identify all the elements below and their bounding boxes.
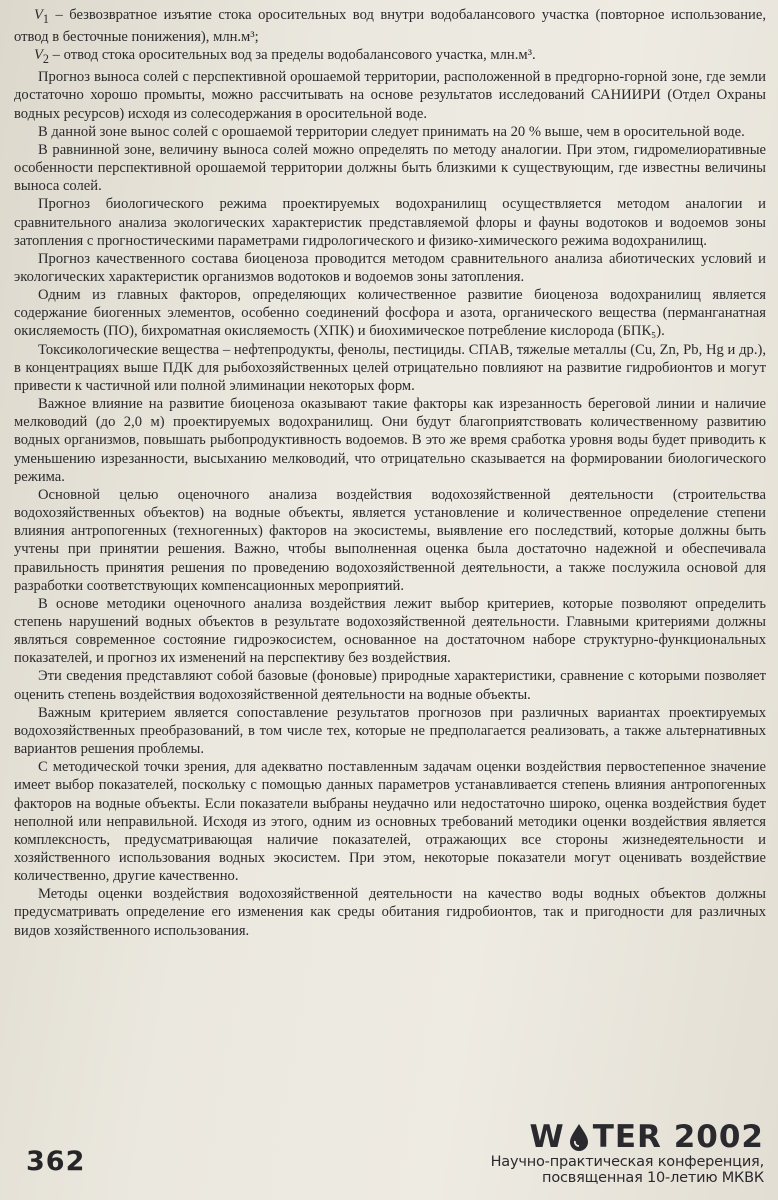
variable-subscript: 2 (42, 52, 49, 67)
paragraph: Методы оценки воздействия водохозяйственной деятельности на качество воды водных объектов должны предусматривать определение его изменения как среды обитания гидробионтов, так и пригодности для различных видов хозяйственного использования. (14, 886, 766, 939)
paragraph: В данной зоне вынос солей с орошаемой территории следует принимать на 20 % выше, чем в оросительной воде. (38, 123, 745, 140)
paragraph: Основной целью оценочного анализа воздействия водохозяйственной деятельности (строительства водохозяйственных объектов) на водные объекты, является установление и количественное определение степени влияния антропогенных (техногенных) факторов на экосистемы, выявление его последствий, которые должны быть учтены при принятии решения. Важно, чтобы выполненная оценка была достаточно надежной и обеспечивала правильность принятия решения по проведению водохозяйственной деятельности, а также послужила основой для разработки соответствующих компенсационных мероприятий. (14, 486, 766, 594)
conference-title-line2: посвященная 10-летию МКВК (542, 1170, 764, 1186)
paragraph: С методической точки зрения, для адекватно поставленным задачам оценки воздействия первостепенное значение имеет выбор показателей, поскольку с помощью данных параметров устанавливается степень влияния антропогенных факторов на водные объекты. Если показатели выбраны неудачно или недостаточно широко, оценка воздействия будет неполной или неправильной. Исходя из этого, одним из основных требований методики оценки воздействия является комплексность, предусматривающая наличие показателей, отражающих все стороны жизнедеятельности и хозяйственного использования водных экосистем. При этом, некоторые показатели могут оценивать воздействие количественно, другие качественно. (14, 759, 766, 885)
logo-text-right: TER 2002 (592, 1119, 764, 1155)
paragraph: Прогноз качественного состава биоценоза проводится методом сравнительного анализа абиотических условий и экологических характеристик организмов водотоков и водоемов зоны затопления. (14, 250, 766, 285)
variable: V (34, 47, 43, 64)
conference-brand (464, 1120, 764, 1186)
paragraph: Эти сведения представляют собой базовые (фоновые) природные характеристики, сравнение с которыми позволяет оценить степень воздействия водохозяйственной деятельности на водные объекты. (14, 668, 766, 703)
page-number: 362 (26, 1146, 86, 1177)
water-logo (464, 1120, 764, 1154)
paragraph: Важное влияние на развитие биоценоза оказывают такие факторы как изрезанность береговой линии и наличие мелководий (до 2,0 м) проектируемых водохранилищ. Они будут благоприятствовать количественному развитию водных организмов, повышать рыбопродуктивность водоемов. В это же время сработка уровня воды будет приводить к уменьшению изрезанности, высыханию мелководий, что отрицательно сказывается на формировании биологического режима. (14, 396, 766, 485)
paragraph: $V_1$ – безвозвратное изъятие стока оросительных вод внутри водобалансового участка (повторное использование, отвод в бесточные понижения), млн.м³; (14, 7, 766, 46)
logo-text-left: W (529, 1119, 565, 1155)
variable: V (34, 7, 43, 23)
body-text (14, 6, 766, 940)
paragraph: Прогноз биологического режима проектируемых водохранилищ осуществляется методом аналогии и сравнительного анализа экологических характеристик представляемой флоры и фауны водотоков и водоемов зоны затопления с прогностическими параметрами гидрологического и физико-химического режима водохранилищ. (14, 196, 766, 249)
paragraph: В основе методики оценочного анализа воздействия лежит выбор критериев, которые позволяют определить степень нарушений водных объектов в результате водохозяйственной деятельности. Главными критериями должны являться современное состояние гидроэкосистем, основанное на достаточном наборе структурно-функциональных показателей, и прогноз их изменений на перспективу без воздействия. (14, 595, 766, 667)
conference-title-line1: Научно-практическая конференция, (490, 1154, 764, 1170)
paragraph: Токсикологические вещества – нефтепродукты, фенолы, пестициды. СПАВ, тяжелые металлы (Cu, Zn, Pb, Hg и др.), в концентрациях выше ПДК для рыбохозяйственных целей отрицательно повлияют на развитие гидробионтов и могут привести к частичной или полной элиминации некоторых форм. (14, 341, 766, 394)
paragraph: В равнинной зоне, величину выноса солей можно определять по методу аналогии. При этом, гидромелиоративные особенности перспективной орошаемой территории должны быть близкими к существующим, где известны величины выноса солей. (14, 141, 766, 195)
variable-subscript: 1 (42, 11, 49, 26)
paragraph: Одним из главных факторов, определяющих количественное развитие биоценоза водохранилищ является содержание биогенных элементов, особенно соединений фосфора и азота, органического вещества (перманганатная окисляемость (ПО), бихроматная окисляемость (ХПК) и биохимическое потребление кислорода (БПК₅). (14, 287, 766, 340)
paragraph: Важным критерием является сопоставление результатов прогнозов при различных вариантах проектируемых водохозяйственных преобразований, в том числе тех, которые не предполагается реализовать, а также альтернативных вариантов решения проблемы. (14, 704, 766, 758)
water-drop-icon (568, 1123, 590, 1151)
paragraph: $V_2$ – отвод стока оросительных вод за пределы водобалансового участка, млн.м³. (34, 47, 536, 67)
paragraph: Прогноз выноса солей с перспективной орошаемой территории, расположенной в предгорно-горной зоне, где земли достаточно хорошо промыты, можно рассчитывать на основе результатов исследований САНИИРИ (Отдел Охраны водных ресурсов) исходя из солесодержания в оросительной воде. (14, 69, 766, 122)
